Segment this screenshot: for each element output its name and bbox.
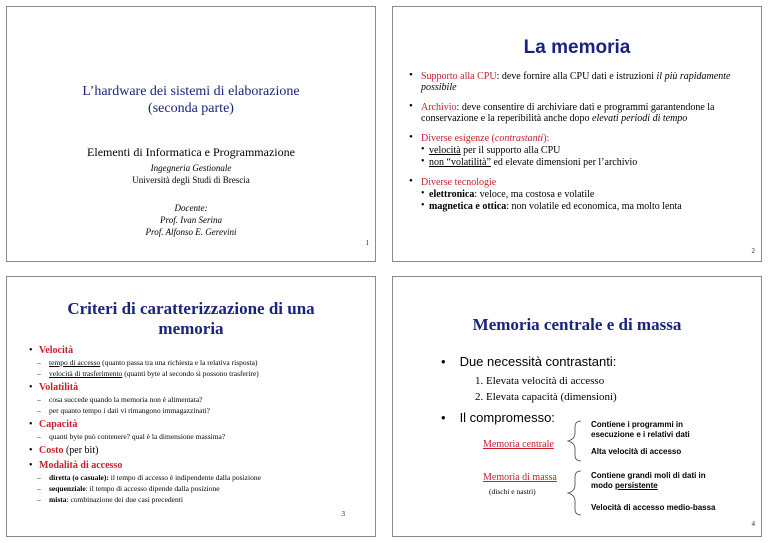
slide2-title: La memoria xyxy=(523,37,631,58)
page-number: 4 xyxy=(751,520,755,528)
criterion-capacita: • Capacità xyxy=(29,419,78,430)
memoria-massa-sub: (dischi e nastri) xyxy=(489,487,536,496)
sub-elettronica: • elettronica: veloce, ma costosa e volatile xyxy=(421,188,595,200)
bullet-necessita: • Due necessità contrastanti: xyxy=(441,354,617,369)
slide-3 xyxy=(6,276,376,537)
sub-velocita: • velocità per il supporto alla CPU xyxy=(421,144,561,156)
memoria-centrale-label: Memoria centrale xyxy=(483,439,554,450)
slide4-title: Memoria centrale e di massa xyxy=(472,315,682,334)
slide-4 xyxy=(392,276,762,537)
university: Università degli Studi di Brescia xyxy=(132,175,250,185)
bullet-archivio: • Archivio: deve consentire di archiviare dati e programmi garantendone la conservazione e la reperibilità anche dopo elevati periodi di tempo xyxy=(409,100,715,124)
criterion-costo: • Costo (per bit) xyxy=(29,445,99,456)
brace-icons xyxy=(565,419,587,519)
bullet-supporto-cpu: • Supporto alla CPU: deve fornire alla CPU dati e istruzioni il più rapidamente possibile xyxy=(409,69,731,93)
teacher-2: Prof. Alfonso E. Gerevini xyxy=(145,227,237,237)
page-number: 2 xyxy=(751,247,755,255)
memoria-massa-desc: Contiene grandi moli di dati in modo persistente xyxy=(591,471,706,490)
bullet-diverse-esigenze: • Diverse esigenze (contrastanti): • velocità per il supporto alla CPU • non “volatilità” ed elevate dimensioni per l’archivio xyxy=(409,133,751,168)
faculty: Ingegneria Gestionale xyxy=(150,163,232,173)
memoria-massa-speed: Velocità di accesso medio-bassa xyxy=(591,503,716,512)
teacher-1: Prof. Ivan Serina xyxy=(160,215,222,225)
brace-massa-icon xyxy=(568,471,581,515)
page-number: 1 xyxy=(365,239,369,247)
course-name: Elementi di Informatica e Programmazione xyxy=(87,145,295,159)
need-2: 2. Elevata capacità (dimensioni) xyxy=(475,391,617,403)
need-1: 1. Elevata velocità di accesso xyxy=(475,375,605,387)
memoria-massa-label: Memoria di massa xyxy=(483,472,557,483)
memoria-centrale-desc: Contiene i programmi in esecuzione e i relativi dati xyxy=(591,420,690,439)
criterion-velocita: • Velocità xyxy=(29,345,74,356)
bullet-diverse-tecnologie: • Diverse tecnologie • elettronica: veloce, ma costosa e volatile • magnetica e ottica: non volatile ed economica, ma molto lenta xyxy=(409,177,751,212)
slide3-title: Criteri di caratterizzazione di una memoria xyxy=(67,299,315,338)
docente-label: Docente: xyxy=(174,203,208,213)
page-number: 3 xyxy=(341,510,345,518)
slide-2 xyxy=(392,6,762,262)
sub-magnetica-ottica: • magnetica e ottica: non volatile ed economica, ma molto lenta xyxy=(421,200,682,212)
criterion-modalita-accesso: • Modalità di accesso xyxy=(29,460,123,471)
slide3-bullets: • Velocità – tempo di accesso (quanto passa tra una richiesta e la relativa risposta) – velocità di trasferimento (quanti byte al secondo si possono trasferire) • Volatilità – cosa succede quando la memoria non è alimentata? – per quanto tempo i dati vi rimangono immagazzinati? • Capacità – quanti byte può contenere? qual è la dimensione massima? • Costo (per bit) • Modalità di accesso – diretta (o casuale): il tempo di accesso è indipendente dalla posizione – sequenziale: il tempo di accesso dipende dalla posizione – mista: combinazione dei due casi precedenti xyxy=(29,342,369,505)
memoria-centrale-speed: Alta velocità di accesso xyxy=(591,447,682,456)
slide-1 xyxy=(6,6,376,262)
brace-centrale-icon xyxy=(568,421,581,461)
bullet-compromesso: • Il compromesso: xyxy=(441,410,555,425)
sub-non-volatilita: • non “volatilità” ed elevate dimensioni per l’archivio xyxy=(421,156,638,168)
criterion-volatilita: • Volatilità xyxy=(29,382,79,393)
slide2-bullets xyxy=(409,71,751,221)
slide1-title: L’hardware dei sistemi di elaborazione (seconda parte) xyxy=(82,84,300,116)
